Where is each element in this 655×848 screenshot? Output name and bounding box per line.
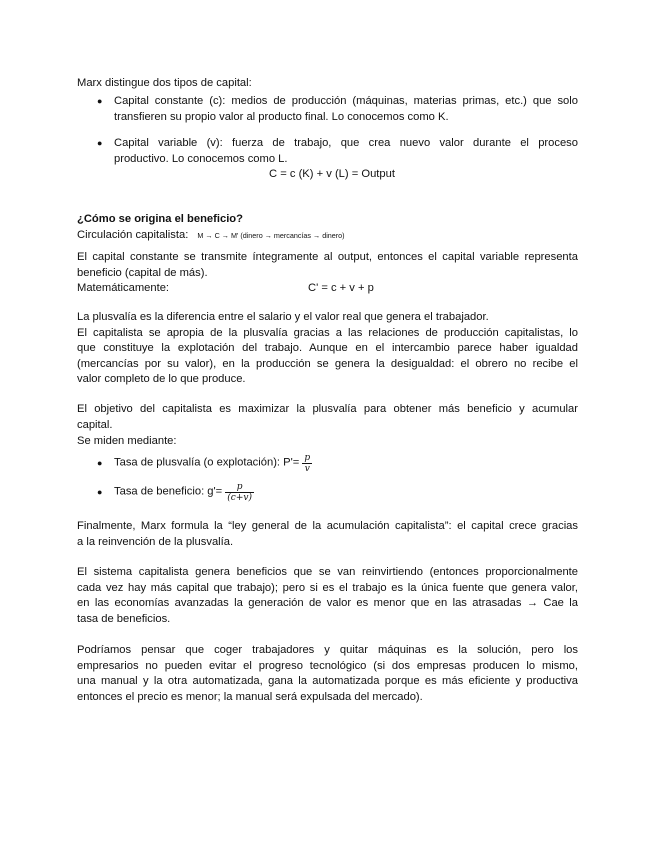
bullet-dot-icon: ● [97,458,103,468]
bullet-dot-icon: ● [97,96,103,106]
circulacion-formula: M → C → M' (dinero → mercancías → dinero) [197,231,345,240]
text-line: que constituye la explotación del trabajo. Aunque en el intercambio parece haber igualdad [77,342,578,355]
tasa-plusvalia-label: Tasa de plusvalía (o explotación): P'= [114,456,300,469]
paragraph-5 [77,565,578,627]
text-line: Capital variable (v): fuerza de trabajo, que crea nuevo valor durante el proceso [114,137,578,149]
fraction-numerator: p [304,453,311,463]
text-line: Finalmente, Marx formula la “ley general de la acumulación capitalista”: el capital crece gracias [77,520,578,532]
text-line: capital. [77,418,113,431]
text-line: El capital constante se transmite íntegramente al output, entonces el capital variable representa [77,251,578,263]
text-line: en las economías avanzadas la generación de valor es menor que en las atrasadas → Cae la [77,597,578,610]
text-line: valor completo de lo que produce. [77,373,246,386]
paragraph-1 [77,250,578,281]
text-line: a la reinvención de la plusvalía. [77,535,234,548]
intro-text: Marx distingue dos tipos de capital: [77,77,252,89]
paragraph-6 [77,643,578,705]
bullet-dot-icon: ● [97,138,103,148]
paragraph-3 [77,402,578,433]
miden-text: Se miden mediante: [77,435,177,447]
fraction-denominator: v [304,464,310,474]
section-heading: ¿Cómo se origina el beneficio? [77,213,243,225]
paragraph-2 [77,310,578,388]
formula-c: C = c (K) + v (L) = Output [269,168,395,180]
fraction-p-over-cv [225,482,254,503]
text-line: productivo. Lo conocemos como L. [114,152,288,165]
paragraph-4 [77,519,578,550]
text-line: empresarios no pueden evitar el progreso tecnológico (si dos empresas producen lo mismo, [77,659,578,672]
text-line: El objetivo del capitalista es maximizar la plusvalía para obtener más beneficio y acumular [77,403,578,415]
fraction-numerator: p [236,482,243,492]
matematicamente-line [77,281,578,297]
text-line: entonces el precio es menor; la manual será expulsada del mercado). [77,690,423,703]
fraction-p-over-v [302,453,312,474]
fraction-denominator: (c+v) [227,493,252,503]
tasa-beneficio-label: Tasa de beneficio: g'= [114,485,223,498]
text-line: Podríamos pensar que coger trabajadores y quitar máquinas es la solución, pero los [77,644,578,656]
text-line: beneficio (capital de más). [77,266,208,279]
text-line: una manual y la otra automatizada, gana la automatizada porque es más eficiente y productiva [77,675,578,688]
text-line: Capital constante (c): medios de producción (máquinas, materias primas, etc.) que solo [114,95,578,107]
text-line: transfieren su propio valor al producto final. Lo conocemos como K. [114,110,449,123]
text-line: tasa de beneficios. [77,612,171,625]
text-line: (mercancías por su valor), en la producción se genera la desigualdad: el obrero no recibe el [77,357,578,370]
text-line: El sistema capitalista genera beneficios que se van reinvirtiendo (entonces proporcionalmente [77,566,578,578]
bullet-dot-icon: ● [97,487,103,497]
formula-cprime: C' = c + v + p [308,282,374,294]
text-line: El capitalista se apropia de la plusvalía gracias a las relaciones de producción capitalistas, lo [77,326,578,339]
text-line: La plusvalía es la diferencia entre el salario y el valor real que genera el trabajador. [77,311,489,323]
circulacion-label: Circulación capitalista: [77,229,189,241]
matematicamente-label: Matemáticamente: [77,282,170,294]
text-line: cada vez hay más capital que trabajo); pero si es el trabajo es la única fuente que genera valor, [77,581,578,594]
circulacion-line [77,228,578,244]
